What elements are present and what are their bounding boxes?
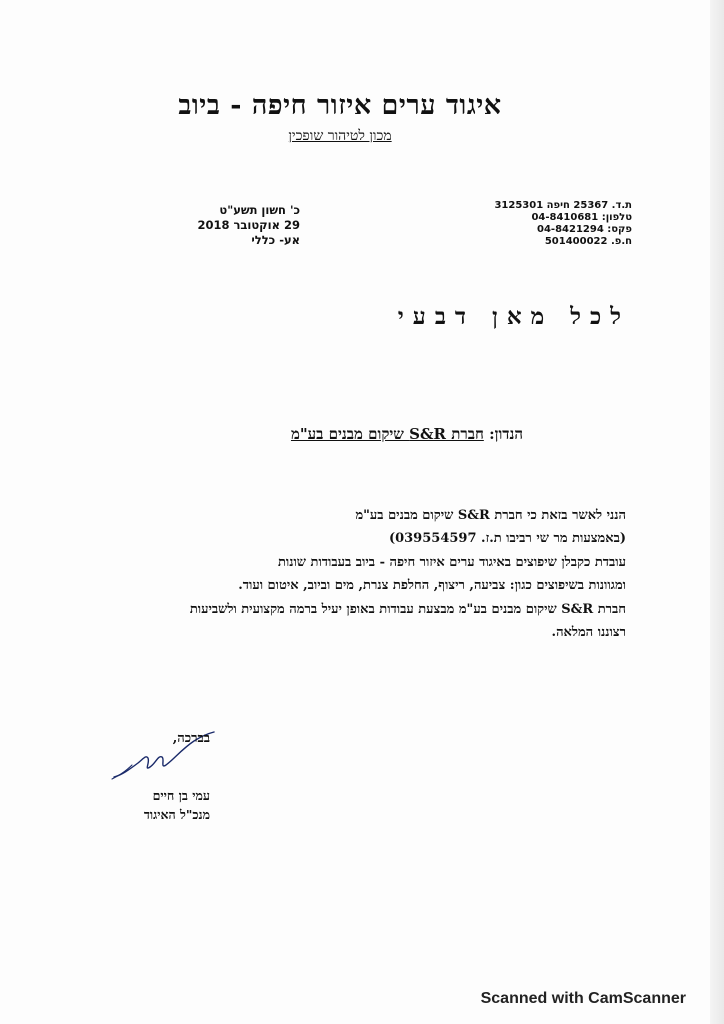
body-line: עובדת כקבלן שיפוצים באיגוד ערים איזור חיפה - ביוב בעבודות שונות <box>278 554 626 570</box>
file-reference: אע- כללי <box>251 233 300 247</box>
body-line: ומגוונות בשיפוצים כגון: צביעה, ריצוף, החלפת צנרת, מים וביוב, איטום ועוד. <box>238 578 626 594</box>
body-line: (באמצעות מר שי רביבו ת.ז. 039554597) <box>388 531 626 547</box>
subject-line <box>160 425 523 444</box>
scan-edge-shadow <box>710 0 724 1024</box>
subject-text: חברת S&R שיקום מבנים בע"מ <box>290 425 484 443</box>
body-line: רצוננו המלאה. <box>551 625 626 641</box>
contact-company-id: ח.פ. 501400022 <box>544 236 632 247</box>
contact-block <box>412 200 632 248</box>
org-name-heading: איגוד ערים איזור חיפה - ביוב <box>178 90 502 121</box>
signer-title: מנכ"ל האיגוד <box>143 807 210 822</box>
org-subtitle: מכון לטיהור שופכין <box>288 128 392 144</box>
recipient-line: לכל מאן דבעי <box>397 303 630 330</box>
hebrew-date: כ' חשון תשע"ט <box>219 203 300 217</box>
contact-address: ת.ד. 25367 חיפה 3125301 <box>494 200 632 211</box>
body-line: חברת S&R שיקום מבנים בע"מ מבצעת עבודות באופן יעיל ברמה מקצועית ולשביעות <box>189 601 626 617</box>
body-line: הנני לאשר בזאת כי חברת S&R שיקום מבנים בע"מ <box>355 508 626 523</box>
letter-body <box>72 504 626 644</box>
scanner-watermark: Scanned with CamScanner <box>480 990 686 1007</box>
signer-name: עמי בן חיים <box>152 788 210 803</box>
date-block <box>170 203 300 248</box>
signature-block <box>100 730 210 824</box>
gregorian-date: 29 אוקטובר 2018 <box>197 218 300 232</box>
closing-greeting: בברכה, <box>172 731 210 746</box>
contact-fax: פקס: 04-8421294 <box>537 224 632 235</box>
subject-label: הנדון: <box>489 425 523 443</box>
contact-phone: טלפון: 04-8410681 <box>531 212 632 223</box>
